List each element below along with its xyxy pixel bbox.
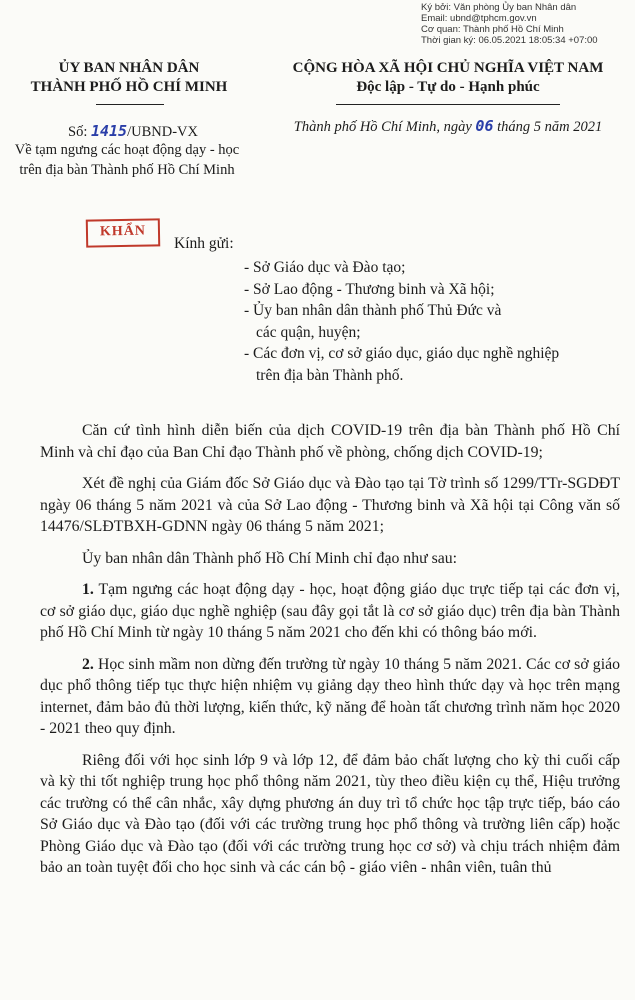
document-date	[268, 117, 628, 136]
recipients-list	[244, 257, 624, 386]
document-body	[40, 420, 620, 889]
signature-organization: Cơ quan: Thành phố Hồ Chí Minh	[421, 24, 564, 35]
item-1-number: 1.	[82, 581, 94, 598]
signature-signer: Ký bởi: Văn phòng Ủy ban Nhân dân	[421, 2, 577, 13]
body-paragraph-item-1	[40, 579, 620, 644]
recipient-item: - Các đơn vị, cơ sở giáo dục, giáo dục nghề nghiệp	[244, 345, 560, 362]
national-header	[268, 59, 628, 97]
issuer-underline	[96, 104, 164, 105]
number-handwritten: 1415	[90, 122, 128, 140]
national-title: CỘNG HÒA XÃ HỘI CHỦ NGHĨA VIỆT NAM	[292, 60, 604, 76]
body-paragraph-directive: Ủy ban nhân dân Thành phố Hồ Chí Minh chỉ đạo như sau:	[82, 549, 458, 567]
date-prefix: Thành phố Hồ Chí Minh, ngày	[293, 119, 476, 135]
body-paragraph-basis: Căn cứ tình hình diễn biến của dịch COVID-19 trên địa bàn Thành phố Hồ Chí Minh và chỉ đạo của Ban Chỉ đạo Thành phố về phòng, chống dịch COVID-19;	[40, 422, 620, 461]
motto-underline	[336, 104, 560, 105]
urgent-stamp: KHẨN	[86, 218, 160, 247]
recipient-item-continued: các quận, huyện;	[256, 323, 361, 341]
item-1-text: Tạm ngưng các hoạt động dạy - học, hoạt động giáo dục trực tiếp tại các đơn vị, cơ sở giáo dục, giáo dục nghề nghiệp (sau đây gọi tắt là cơ sở giáo dục) trên địa bàn Thành phố Hồ Chí Minh từ ngày 10 tháng 5 năm 2021 cho đến khi có thông báo mới.	[40, 581, 620, 641]
number-suffix: /UBND-VX	[127, 124, 198, 140]
recipient-item-continued: trên địa bàn Thành phố.	[256, 366, 404, 384]
date-suffix: tháng 5 năm 2021	[493, 119, 603, 135]
signature-email: Email: ubnd@tphcm.gov.vn	[421, 13, 537, 24]
number-prefix: Số:	[68, 124, 91, 140]
signature-time: Thời gian ký: 06.05.2021 18:05:34 +07:00	[421, 35, 598, 46]
recipient-item: - Ủy ban nhân dân thành phố Thủ Đức và	[244, 302, 502, 319]
issuer-header	[10, 59, 248, 97]
national-motto: Độc lập - Tự do - Hạnh phúc	[356, 79, 540, 95]
item-2-text: Học sinh mầm non dừng đến trường từ ngày 10 tháng 5 năm 2021. Các cơ sở giáo dục phổ thông tiếp tục thực hiện nhiệm vụ giảng dạy theo hình thức dạy và học trên mạng internet, đảm bảo đủ thời lượng, kiến thức, kỹ năng để hoàn tất chương trình năm học 2020 - 2021 theo quy định.	[40, 655, 620, 737]
issuer-line-1: ỦY BAN NHÂN DÂN	[58, 60, 200, 76]
date-day-handwritten: 06	[475, 117, 494, 135]
document-number	[68, 122, 198, 141]
recipient-item: - Sở Giáo dục và Đào tạo;	[244, 259, 406, 276]
body-paragraph-exception: Riêng đối với học sinh lớp 9 và lớp 12, để đảm bảo chất lượng cho kỳ thi cuối cấp và kỳ thi tốt nghiệp trung học phổ thông năm 2021, tùy theo điều kiện cụ thể, Hiệu trưởng các trường có thể cân nhắc, xây dựng phương án duy trì tổ chức học tập trực tiếp, báo cáo Sở Giáo dục và Đào tạo (đối với các trường trung học phổ thông và trường liên cấp) hoặc Phòng Giáo dục và Đào tạo (đối với các trường trung học cơ sở) và chịu trách nhiệm đảm bảo an toàn tuyệt đối cho học sinh và các cán bộ - giáo viên - nhân viên, tuân thủ	[40, 751, 620, 876]
recipients-greeting: Kính gửi:	[174, 235, 234, 252]
body-paragraph-proposal: Xét đề nghị của Giám đốc Sở Giáo dục và Đào tạo tại Tờ trình số 1299/TTr-SGDĐT ngày 06 tháng 5 năm 2021 và của Sở Lao động - Thương binh và Xã hội tại Công văn số 14476/SLĐTBXH-GDNN ngày 06 tháng 5 năm 2021;	[40, 475, 620, 535]
document-topic: Về tạm ngưng các hoạt động dạy - học trên địa bàn Thành phố Hồ Chí Minh	[14, 142, 240, 178]
digital-signature-block	[421, 2, 633, 46]
item-2-number: 2.	[82, 655, 94, 673]
body-paragraph-item-2	[40, 654, 620, 740]
recipient-item: - Sở Lao động - Thương binh và Xã hội;	[244, 280, 495, 298]
issuer-line-2: THÀNH PHỐ HỒ CHÍ MINH	[30, 79, 228, 95]
